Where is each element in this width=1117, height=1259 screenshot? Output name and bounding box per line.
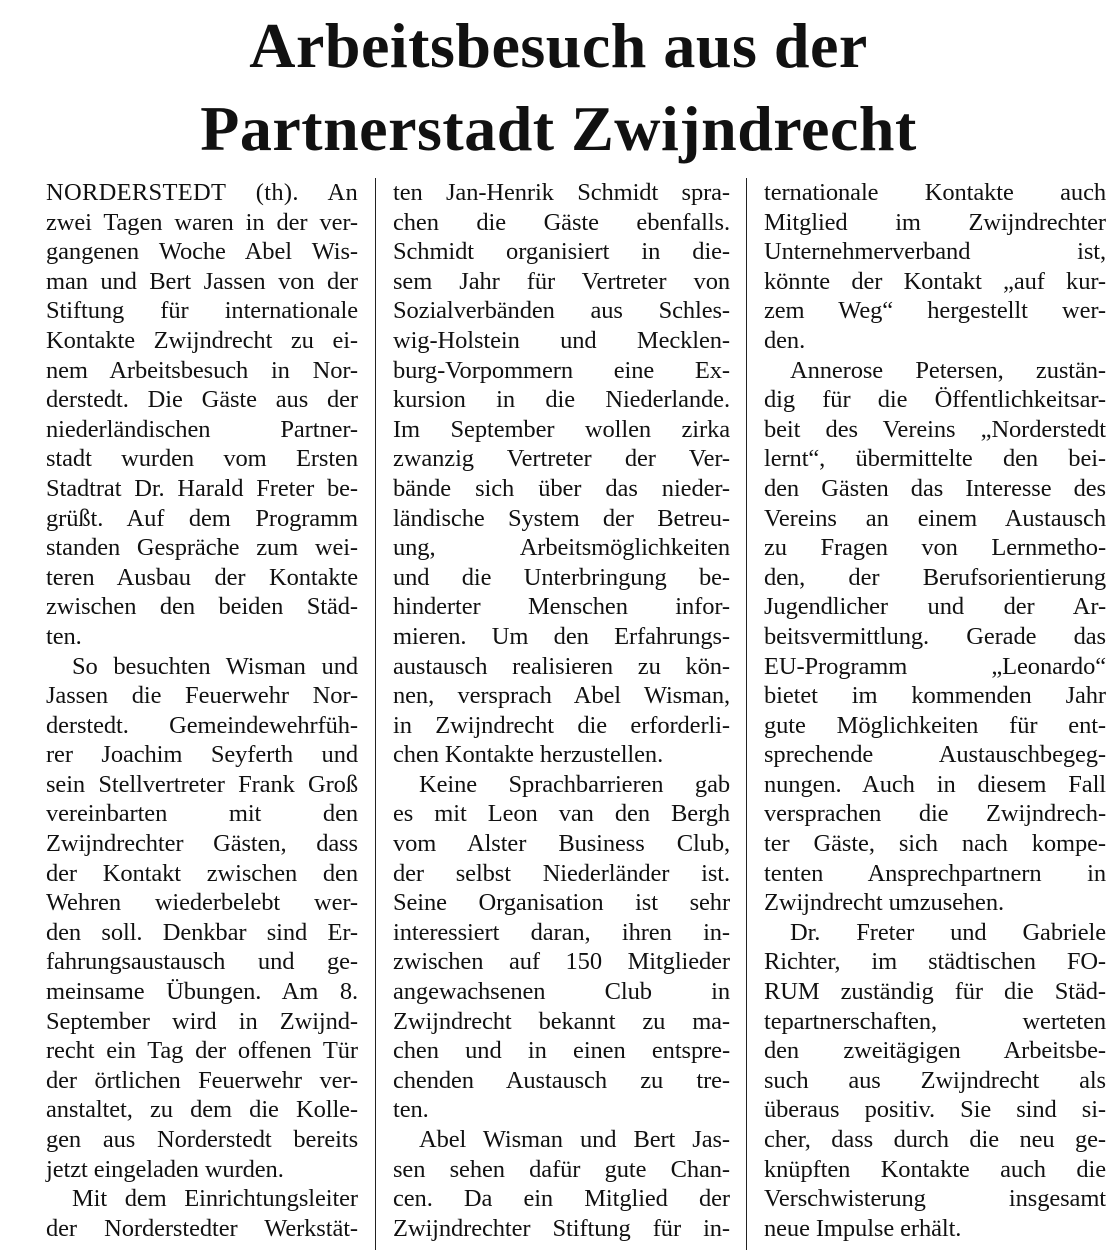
text-line: könnte der Kontakt „auf kur- (764, 267, 1106, 295)
text-line: ten. (46, 622, 82, 650)
text-line: Jugendlicher und der Ar- (764, 593, 1106, 621)
text-line: RUM zuständig für die Städ- (764, 978, 1106, 1006)
text-line: recht ein Tag der offenen Tür (46, 1037, 358, 1065)
text-line: NORDERSTEDT (th). An (46, 179, 358, 206)
text-line: beit des Vereins „Norderstedt (764, 415, 1106, 443)
text-line: So besuchten Wisman und (72, 652, 358, 680)
text-line: September wird in Zwijnd- (46, 1007, 358, 1035)
text-line: ländische System der Betreu- (393, 504, 730, 532)
text-line: hinderter Menschen infor- (393, 593, 730, 621)
headline-line-1: Arbeitsbesuch aus der (249, 10, 868, 81)
paragraph (764, 178, 1106, 356)
text-line: Verschwisterung insgesamt (764, 1185, 1106, 1213)
text-line: sem Jahr für Vertreter von (393, 267, 730, 295)
text-line: Im September wollen zirka (393, 415, 730, 443)
text-line: Zwijndrechter Gästen, dass (46, 830, 358, 858)
text-line: Kontakte Zwijndrecht zu ei- (46, 326, 358, 354)
paragraph (46, 178, 358, 652)
text-line: cher, dass durch die neu ge- (764, 1126, 1106, 1153)
text-line: Annerose Petersen, zustän- (790, 356, 1106, 384)
article-column-3 (764, 178, 1106, 1243)
text-line: zwischen den beiden Städ- (46, 593, 358, 621)
text-line: neue Impulse erhält. (764, 1214, 962, 1242)
text-line: standen Gespräche zum wei- (46, 534, 358, 562)
text-line: kursion in die Niederlande. (393, 386, 730, 414)
text-line: ternationale Kontakte auch (764, 179, 1106, 206)
text-line: Zwijndrecht umzusehen. (764, 889, 1005, 917)
text-line: Stadtrat Dr. Harald Freter be- (46, 474, 358, 502)
paragraph (393, 178, 730, 770)
text-line: sein Stellvertreter Frank Groß (46, 770, 358, 798)
text-line: gute Möglichkeiten für ent- (764, 711, 1106, 739)
text-line: anstaltet, zu dem die Kolle- (46, 1096, 358, 1124)
text-line: Schmidt organisiert in die- (393, 238, 730, 266)
text-line: Wehren wiederbelebt wer- (46, 889, 358, 917)
text-line: chen die Gäste ebenfalls. (393, 208, 730, 236)
text-line: ung, Arbeitsmöglichkeiten (393, 534, 730, 562)
text-line: Stiftung für internationale (46, 297, 358, 325)
text-line: Zwijndrecht bekannt zu ma- (393, 1007, 730, 1035)
text-line: knüpften Kontakte auch die (764, 1155, 1106, 1183)
text-line: angewachsenen Club in (393, 978, 730, 1006)
text-line: zwischen auf 150 Mitglieder (393, 948, 730, 976)
text-line: sen sehen dafür gute Chan- (393, 1155, 730, 1183)
text-line: tenten Ansprechpartnern in (764, 859, 1106, 887)
text-line: es mit Leon van den Bergh (393, 800, 730, 828)
text-line: gen aus Norderstedt bereits (46, 1126, 358, 1153)
text-line: den soll. Denkbar sind Er- (46, 918, 358, 946)
text-line: ten. (393, 1096, 429, 1124)
text-line: cen. Da ein Mitglied der (393, 1185, 730, 1213)
headline-line-2: Partnerstadt Zwijndrecht (200, 93, 917, 164)
text-line: tepartnerschaften, werteten (764, 1007, 1106, 1035)
paragraph (46, 652, 358, 1185)
text-line: zem Weg“ hergestellt wer- (764, 297, 1106, 325)
text-line: in Zwijndrecht die erforderli- (393, 711, 730, 739)
text-line: chen Kontakte herzustellen. (393, 741, 664, 769)
text-line: nungen. Auch in diesem Fall (764, 770, 1106, 798)
text-line: Unternehmerverband ist, (764, 238, 1106, 266)
text-line: zu Fragen von Lernmetho- (764, 534, 1106, 562)
text-line: niederländischen Partner- (46, 415, 358, 443)
text-line: nen, versprach Abel Wisman, (393, 682, 730, 710)
text-line: der selbst Niederländer ist. (393, 859, 730, 887)
text-line: stadt wurden vom Ersten (46, 445, 358, 473)
text-line: derstedt. Die Gäste aus der (46, 386, 358, 414)
text-line: gangenen Woche Abel Wis- (46, 238, 358, 266)
text-line: wig-Holstein und Mecklen- (393, 326, 730, 354)
text-line: rer Joachim Seyferth und (46, 741, 358, 769)
text-line: burg-Vorpommern eine Ex- (393, 356, 730, 384)
text-line: derstedt. Gemeindewehrfüh- (46, 711, 358, 739)
text-line: Keine Sprachbarrieren gab (419, 770, 730, 798)
text-line: nem Arbeitsbesuch in Nor- (46, 356, 358, 384)
text-line: EU-Programm „Leonardo“ (764, 652, 1106, 680)
headline (0, 4, 1117, 170)
text-line: grüßt. Auf dem Programm (46, 504, 358, 532)
text-line: teren Ausbau der Kontakte (46, 563, 358, 591)
text-line: den. (764, 326, 806, 354)
column-divider (375, 178, 376, 1250)
text-line: der Norderstedter Werkstät- (46, 1214, 358, 1242)
text-line: ter Gäste, sich nach kompe- (764, 830, 1106, 858)
text-line: Richter, im städtischen FO- (764, 948, 1106, 976)
text-line: bände sich über das nieder- (393, 474, 730, 502)
text-line: versprachen die Zwijndrech- (764, 800, 1106, 828)
text-line: Abel Wisman und Bert Jas- (419, 1126, 730, 1153)
text-line: Sozialverbänden aus Schles- (393, 297, 730, 325)
text-line: chen und in einen entspre- (393, 1037, 730, 1065)
text-line: zwanzig Vertreter der Ver- (393, 445, 730, 473)
text-line: der Kontakt zwischen den (46, 859, 358, 887)
paragraph (393, 770, 730, 1125)
text-line: dig für die Öffentlichkeitsar- (764, 386, 1106, 414)
paragraph (393, 1125, 730, 1243)
text-line: den zweitägigen Arbeitsbe- (764, 1037, 1106, 1065)
text-line: Mit dem Einrichtungsleiter (72, 1185, 358, 1213)
text-line: vereinbarten mit den (46, 800, 358, 828)
text-line: Vereins an einem Austausch (764, 504, 1106, 532)
text-line: chenden Austausch zu tre- (393, 1066, 730, 1094)
paragraph (46, 1184, 358, 1243)
text-line: bietet im kommenden Jahr (764, 682, 1106, 710)
text-line: vom Alster Business Club, (393, 830, 730, 858)
text-line: den, der Berufsorientierung (764, 563, 1106, 591)
text-line: beitsvermittlung. Gerade das (764, 622, 1106, 650)
text-line: austausch realisieren zu kön- (393, 652, 730, 680)
text-line: such aus Zwijndrecht als (764, 1066, 1106, 1094)
article-column-2 (393, 178, 730, 1243)
text-line: ten Jan-Henrik Schmidt spra- (393, 179, 730, 206)
text-line: mieren. Um den Erfahrungs- (393, 622, 730, 650)
column-divider (746, 178, 747, 1250)
text-line: Mitglied im Zwijndrechter (764, 208, 1106, 236)
text-line: sprechende Austauschbegeg- (764, 741, 1106, 769)
text-line: überaus positiv. Sie sind si- (764, 1096, 1106, 1124)
text-line: jetzt eingeladen wurden. (46, 1155, 284, 1183)
text-line: Dr. Freter und Gabriele (790, 918, 1106, 946)
text-line: meinsame Übungen. Am 8. (46, 978, 358, 1006)
article-column-1 (46, 178, 358, 1243)
text-line: interessiert daran, ihren in- (393, 918, 730, 946)
text-line: fahrungsaustausch und ge- (46, 948, 358, 976)
paragraph (764, 356, 1106, 918)
paragraph (764, 918, 1106, 1244)
text-line: und die Unterbringung be- (393, 563, 730, 591)
text-line: zwei Tagen waren in der ver- (46, 208, 358, 236)
text-line: den Gästen das Interesse des (764, 474, 1106, 502)
text-line: man und Bert Jassen von der (46, 267, 358, 295)
text-line: Jassen die Feuerwehr Nor- (46, 682, 358, 710)
text-line: lernt“, übermittelte den bei- (764, 445, 1106, 473)
text-line: der örtlichen Feuerwehr ver- (46, 1066, 358, 1094)
text-line: Zwijndrechter Stiftung für in- (393, 1214, 730, 1242)
text-line: Seine Organisation ist sehr (393, 889, 730, 917)
